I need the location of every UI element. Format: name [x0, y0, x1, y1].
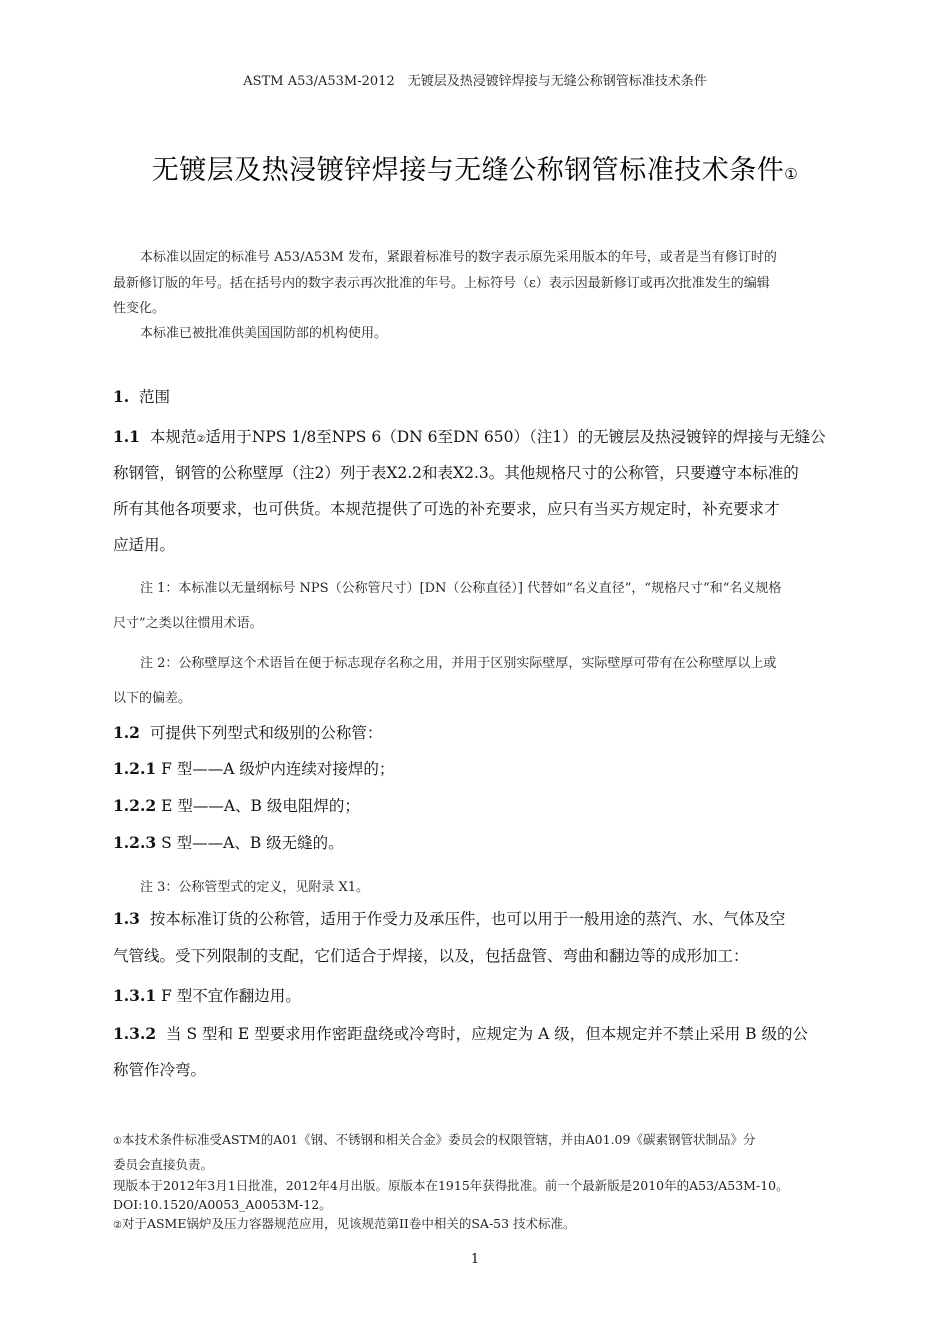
section-1-1-number: 1.1: [113, 427, 140, 446]
footnote-1-text: 本技术条件标准受ASTM的A01《钢、不锈钢和相关合金》委员会的权限管辖，并由A01.09《碳素钢管状制品》分: [121, 1132, 756, 1147]
preface-line-1: 本标准以固定的标准号 A53/A53M 发布，紧跟着标准号的数字表示原先采用版本的年号，或者是当有修订时的: [140, 250, 777, 265]
section-1-2-1-number: 1.2.1: [113, 759, 157, 778]
preface-line-3: 性变化。: [113, 301, 166, 316]
section-1-3-number: 1.3: [113, 909, 140, 928]
section-1-2-1: [113, 757, 394, 779]
section-1-3-line-1: [113, 907, 785, 929]
title-footnote-mark: ①: [784, 165, 799, 183]
section-1-1-line-2: 称钢管，钢管的公称壁厚（注2）列于表X2.2和表X2.3。其他规格尺寸的公称管，只要遵守本标准的: [113, 464, 799, 482]
section-1-3-1-text: F 型不宜作翻边用。: [161, 987, 301, 1005]
note-1-line-2: 尺寸”之类以往惯用术语。: [113, 616, 263, 631]
section-1-2-2: [113, 794, 360, 816]
footnote-3-text: 对于ASME锅炉及压力容器规范应用，见该规范第II卷中相关的SA-53 技术标准。: [121, 1216, 576, 1231]
section-1-2-number: 1.2: [113, 723, 140, 742]
note-2-line-1: 注 2：公称壁厚这个术语旨在便于标志现存名称之用，并用于区别实际壁厚，实际壁厚可带有在公称壁厚以上或: [140, 656, 777, 671]
section-1-1-text-b: 适用于NPS 1/8至NPS 6（DN 6至DN 650）（注1）的无镀层及热浸镀锌的焊接与无缝公: [205, 428, 826, 446]
footnote-1-mark: ①: [113, 1136, 122, 1147]
section-1-3-2-number: 1.3.2: [113, 1024, 157, 1043]
section-1-2-2-number: 1.2.2: [113, 796, 157, 815]
section-1-heading: [113, 385, 170, 407]
section-1-2-2-text: E 型——A、B 级电阻焊的；: [161, 797, 360, 815]
preface-line-2: 最新修订版的年号。括在括号内的数字表示再次批准的年号。上标符号（ε）表示因最新修订或再次批准发生的编辑: [113, 276, 770, 291]
note-2-line-2: 以下的偏差。: [113, 691, 192, 706]
section-1-3-2-line-2: 称管作冷弯。: [113, 1061, 207, 1079]
note-3: 注 3：公称管型式的定义，见附录 X1。: [140, 880, 370, 895]
section-1-3-2-line-1: [113, 1022, 808, 1044]
preface-line-4: 本标准已被批准供美国国防部的机构使用。: [140, 326, 388, 341]
title-text: 无镀层及热浸镀锌焊接与无缝公称钢管标准技术条件: [151, 155, 785, 186]
section-1-2-text: 可提供下列型式和级别的公称管：: [149, 724, 383, 742]
section-1-1-line-3: 所有其他各项要求，也可供货。本规范提供了可选的补充要求，应只有当买方规定时，补充要求才: [113, 500, 780, 518]
section-1-3-1-number: 1.3.1: [113, 986, 157, 1005]
section-1-3-2-text-1: 当 S 型和 E 型要求用作密距盘绕或冷弯时，应规定为 A 级，但本规定并不禁止采用 B 级的公: [166, 1025, 808, 1043]
section-1-2-1-text: F 型——A 级炉内连续对接焊的；: [161, 760, 395, 778]
footnote-2-line-2: DOI:10.1520/A0053_A0053M-12。: [113, 1197, 332, 1212]
section-1-1-line-1: [113, 425, 826, 447]
section-1-3-text-1: 按本标准订货的公称管，适用于作受力及承压件，也可以用于一般用途的蒸汽、水、气体及空: [149, 910, 786, 928]
footnote-1-line-2: 委员会直接负责。: [113, 1157, 214, 1172]
section-1-2: [113, 721, 382, 743]
footnote-3: [113, 1214, 576, 1232]
section-1-3-line-2: 气管线。受下列限制的支配，它们适合于焊接，以及，包括盘管、弯曲和翻边等的成形加工：: [113, 947, 749, 965]
section-1-2-3-number: 1.2.3: [113, 833, 157, 852]
footnote-2-line-1: 现版本于2012年3月1日批准，2012年4月出版。原版本在1915年获得批准。前一个最新版是2010年的A53/A53M-10。: [113, 1178, 789, 1193]
section-1-1-text-a: 本规范: [149, 428, 197, 446]
document-title: [0, 148, 950, 187]
section-1-2-3-text: S 型——A、B 级无缝的。: [161, 834, 344, 852]
note-1-line-1: 注 1：本标准以无量纲标号 NPS（公称管尺寸）[DN（公称直径）] 代替如“名义直径”，“规格尺寸”和“名义规格: [140, 581, 782, 596]
section-1-number: 1.: [113, 387, 130, 406]
footnote-1-line-1: [113, 1130, 755, 1148]
section-1-3-1: [113, 984, 301, 1006]
page-number: 1: [470, 1252, 480, 1267]
running-header: ASTM A53/A53M-2012 无镀层及热浸镀锌焊接与无缝公称钢管标准技术条件: [243, 74, 707, 89]
section-1-title: 范围: [139, 388, 171, 406]
section-1-2-3: [113, 831, 344, 853]
section-1-1-line-4: 应适用。: [113, 536, 176, 554]
footnote-mark-2: ②: [196, 434, 206, 445]
footnote-3-mark: ②: [113, 1220, 122, 1231]
